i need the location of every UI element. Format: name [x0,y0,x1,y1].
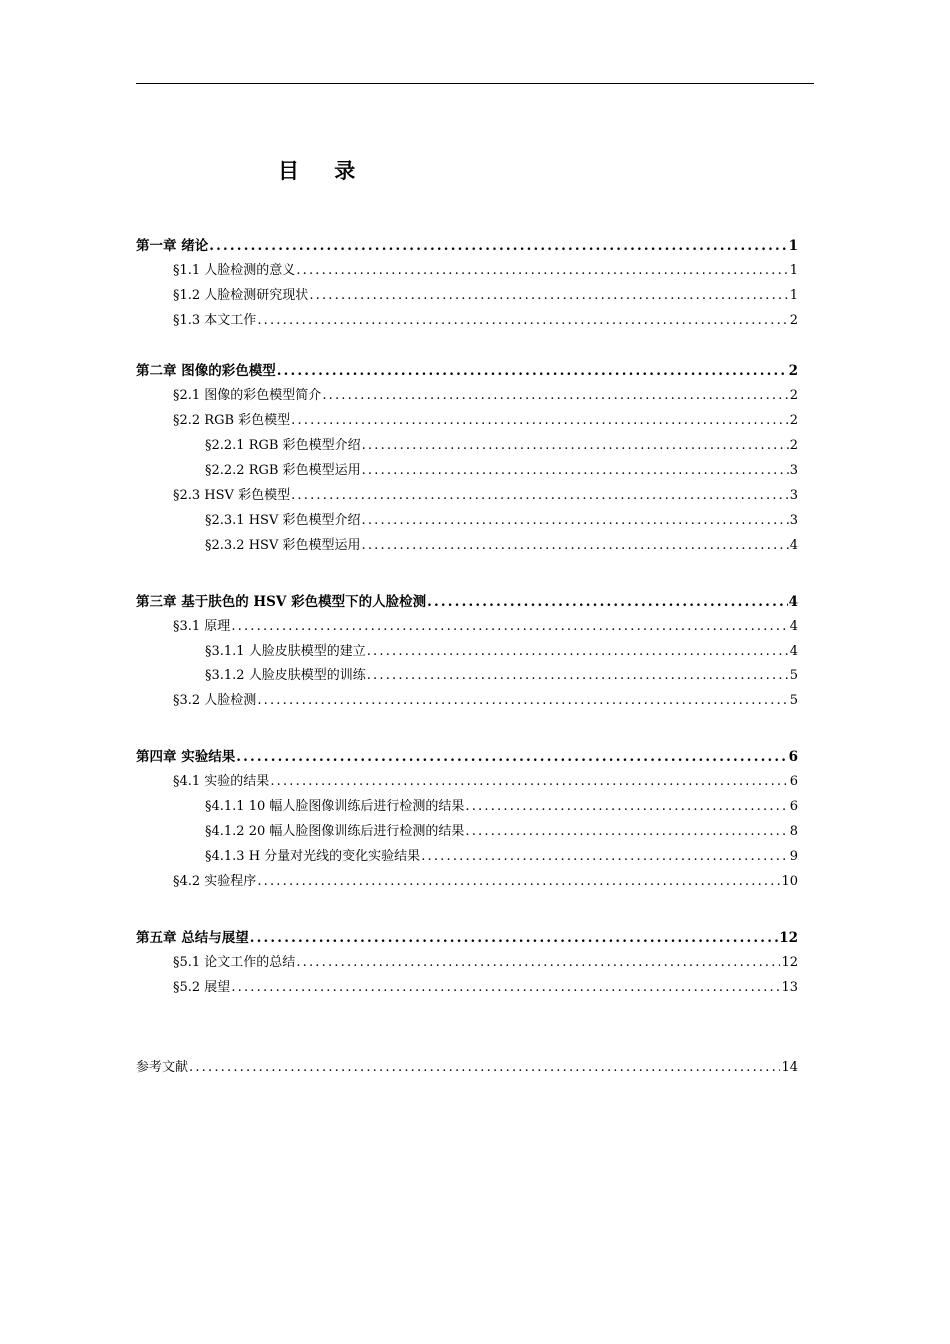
dot-leader [250,928,779,948]
toc-entry-text: §2.3 HSV 彩色模型 [173,488,291,503]
toc-entry-text: §5.2 展望 [173,980,231,995]
toc-entry-section-3-2[interactable] [173,691,798,711]
toc-entry-section-5-2[interactable] [173,978,798,998]
toc-page-number: 4 [789,538,798,553]
toc-entry-section-4-1-2[interactable] [205,822,798,842]
toc-entry-text: 第三章 基于肤色的 HSV 彩色模型下的人脸检测 [136,594,427,610]
toc-page-number: 6 [788,749,798,765]
toc-entry-text: §2.3.1 HSV 彩色模型介绍 [205,513,361,528]
toc-entry-section-2-2[interactable] [173,411,798,431]
dot-leader [257,872,780,892]
dot-leader [421,847,789,867]
toc-entry-text: §3.2 人脸检测 [173,693,257,708]
toc-entry-section-4-2[interactable] [173,872,798,892]
toc-entry-section-2-3-1[interactable] [205,511,798,531]
toc-entry-text: §3.1 原理 [173,619,231,634]
toc-page-number: 4 [789,644,798,659]
toc-page-number: 2 [789,388,798,403]
toc-entry-text: 第二章 图像的彩色模型 [136,363,276,379]
toc-page-number: 5 [789,693,798,708]
dot-leader [309,286,788,306]
toc-page-number: 2 [788,363,798,379]
toc-page-number: 8 [789,824,798,839]
toc-entry-section-3-1-2[interactable] [205,666,798,686]
toc-page-number: 6 [789,799,798,814]
toc-entry-text: 第一章 绪论 [136,238,209,254]
toc-page-number: 13 [781,980,798,995]
toc-entry-text: §4.1.1 10 幅人脸图像训练后进行检测的结果 [205,799,465,814]
toc-entry-text: 参考文献 [136,1060,189,1075]
toc-page-number: 1 [789,263,798,278]
toc-entry-text: 第四章 实验结果 [136,749,236,765]
dot-leader [291,486,789,506]
header-rule [136,83,814,84]
toc-entry-references[interactable] [136,1058,798,1078]
dot-leader [427,592,788,612]
dot-leader [209,236,787,256]
toc-entry-text: §3.1.1 人脸皮肤模型的建立 [205,644,366,659]
toc-entry-text: §1.3 本文工作 [173,313,257,328]
toc-page-number: 9 [789,849,798,864]
toc-entry-section-4-1-1[interactable] [205,797,798,817]
toc-entry-section-3-1-1[interactable] [205,642,798,662]
dot-leader [367,666,789,686]
dot-leader [257,691,788,711]
toc-page-number: 3 [789,488,798,503]
dot-leader [257,311,788,331]
toc-entry-section-4-1-3[interactable] [205,847,798,867]
toc-page-number: 12 [779,930,798,946]
toc-page-number: 10 [781,874,798,889]
toc-entry-text: §4.1.3 H 分量对光线的变化实验结果 [205,849,421,864]
toc-entry-chapter-5[interactable] [136,928,798,948]
toc-entry-text: §1.2 人脸检测研究现状 [173,288,309,303]
toc-entry-section-2-3[interactable] [173,486,798,506]
toc-page-number: 4 [788,594,798,610]
toc-entry-text: §2.1 图像的彩色模型简介 [173,388,322,403]
toc-entry-chapter-4[interactable] [136,747,798,767]
toc-entry-text: 第五章 总结与展望 [136,930,249,946]
toc-entry-text: §2.2.2 RGB 彩色模型运用 [205,463,361,478]
toc-entry-text: §2.3.2 HSV 彩色模型运用 [205,538,361,553]
toc-entry-chapter-3[interactable] [136,592,798,612]
toc-entry-text: §3.1.2 人脸皮肤模型的训练 [205,668,366,683]
toc-entry-section-2-2-2[interactable] [205,461,798,481]
dot-leader [231,617,788,637]
toc-page-number: 2 [789,313,798,328]
toc-title: 目 录 [278,158,370,183]
toc-page-number: 5 [789,668,798,683]
dot-leader [367,642,789,662]
toc-page-number: 1 [788,238,798,254]
dot-leader [236,747,787,767]
toc-page-number: 14 [781,1060,798,1075]
dot-leader [361,536,788,556]
dot-leader [277,361,788,381]
dot-leader [362,436,789,456]
toc-entry-section-5-1[interactable] [173,953,798,973]
toc-entry-section-1-3[interactable] [173,311,798,331]
dot-leader [465,822,788,842]
toc-entry-section-3-1[interactable] [173,617,798,637]
toc-page-number: 4 [789,619,798,634]
toc-page-number: 1 [789,288,798,303]
toc-entry-text: §4.1 实验的结果 [173,774,270,789]
toc-entry-section-2-2-1[interactable] [205,436,798,456]
dot-leader [296,953,780,973]
dot-leader [291,411,789,431]
toc-page-number: 3 [789,513,798,528]
dot-leader [362,461,789,481]
toc-entry-text: §4.2 实验程序 [173,874,257,889]
toc-entry-section-1-2[interactable] [173,286,798,306]
toc-entry-section-1-1[interactable] [173,261,798,281]
dot-leader [296,261,788,281]
toc-entry-text: §2.2.1 RGB 彩色模型介绍 [205,438,361,453]
toc-entry-chapter-1[interactable] [136,236,798,256]
toc-entry-text: §4.1.2 20 幅人脸图像训练后进行检测的结果 [205,824,465,839]
toc-entry-section-4-1[interactable] [173,772,798,792]
toc-entry-text: §2.2 RGB 彩色模型 [173,413,291,428]
toc-entry-text: §5.1 论文工作的总结 [173,955,296,970]
dot-leader [189,1058,780,1078]
dot-leader [270,772,788,792]
toc-entry-text: §1.1 人脸检测的意义 [173,263,296,278]
toc-page-number: 6 [789,774,798,789]
dot-leader [361,511,788,531]
dot-leader [465,797,788,817]
toc-page-number: 12 [781,955,798,970]
toc-page-number: 3 [789,463,798,478]
toc-entry-chapter-2[interactable] [136,361,798,381]
dot-leader [322,386,788,406]
toc-entry-section-2-1[interactable] [173,386,798,406]
toc-page-number: 2 [789,413,798,428]
toc-entry-section-2-3-2[interactable] [205,536,798,556]
toc-page-number: 2 [789,438,798,453]
dot-leader [231,978,780,998]
